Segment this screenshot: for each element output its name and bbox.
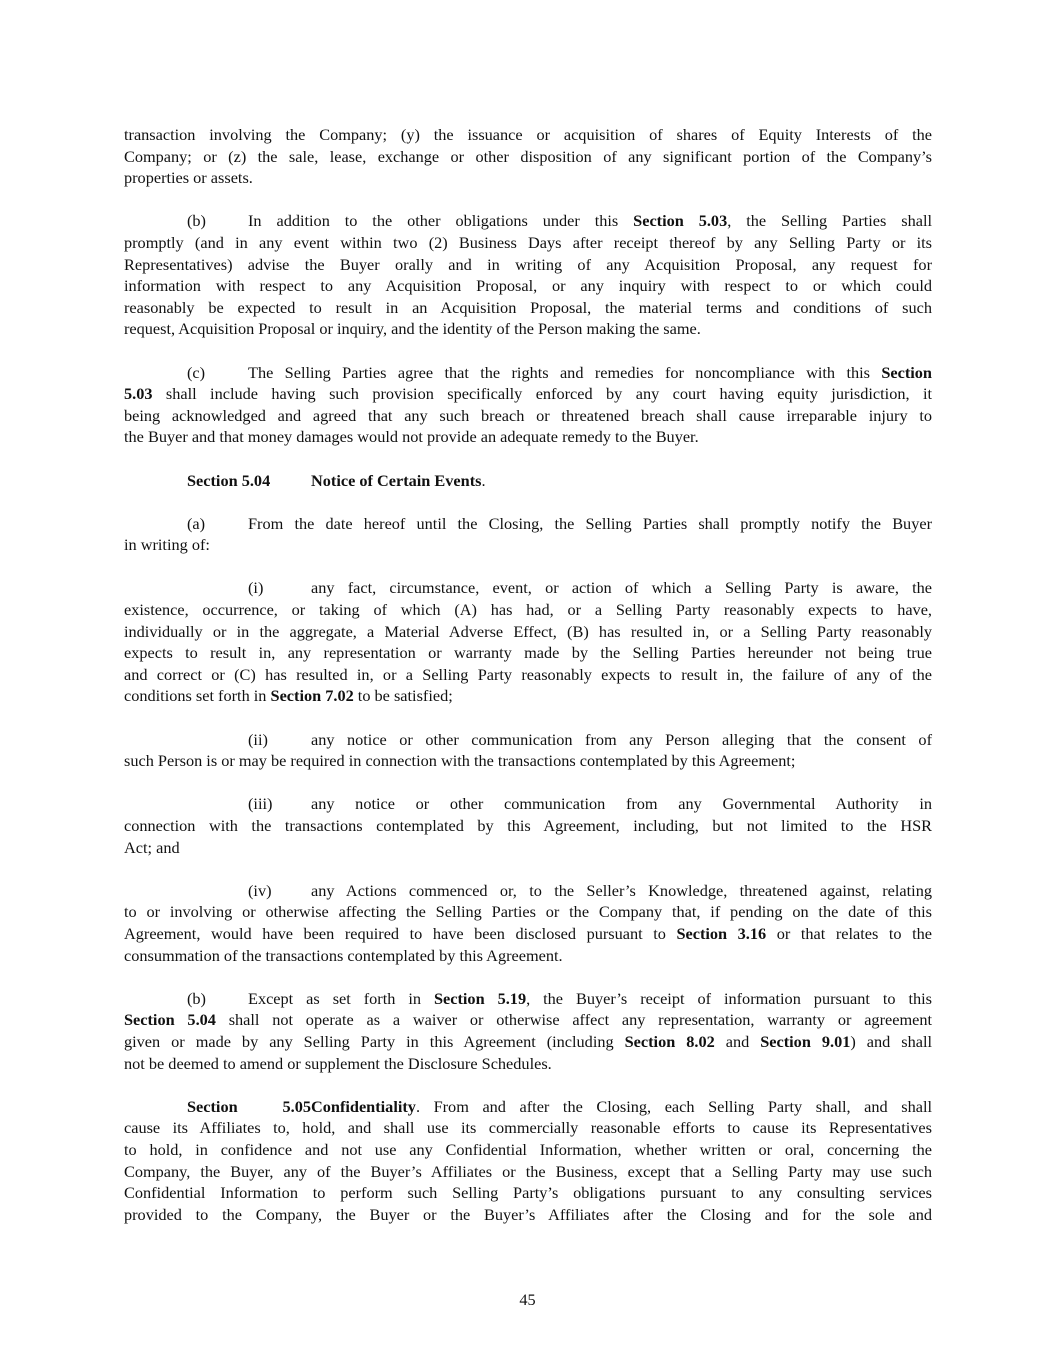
text-run: , the Buyer’s receipt of information pursuant to this — [526, 988, 932, 1008]
bold-reference: Section — [881, 362, 932, 382]
text-line — [124, 146, 932, 168]
text-run: given or made by any Selling Party in this Agreement (including — [124, 1031, 625, 1051]
text-run: provided to the Company, the Buyer or the Buyer’s Affiliates after the Closing and for the sole and — [124, 1204, 932, 1224]
text-line — [124, 685, 932, 707]
text-line — [124, 901, 932, 923]
text-run: , the Selling Parties shall — [727, 211, 933, 231]
clause-paragraph — [124, 124, 932, 189]
clause-label: (c) — [187, 362, 206, 382]
clause-paragraph — [124, 362, 932, 448]
text-line — [124, 275, 932, 297]
text-run: existence, occurrence, or taking of which (A) has had, or a Selling Party reasonably expects to have, — [124, 600, 932, 620]
text-run: and — [714, 1031, 761, 1051]
text-line — [124, 1053, 932, 1075]
text-line — [124, 167, 932, 189]
text-line — [124, 1117, 932, 1139]
text-run: Company; or (z) the sale, lease, exchange or other disposition of any significant portion of the Company’s — [124, 146, 932, 166]
text-run: cause its Affiliates to, hold, and shall use its commercially reasonable efforts to cause its Representatives — [124, 1118, 932, 1138]
text-line — [124, 621, 932, 643]
clause-label: (a) — [187, 513, 206, 533]
text-line — [124, 405, 932, 427]
text-run: promptly (and in any event within two (2) Business Days after receipt thereof by any Selling Party or its — [124, 232, 932, 252]
text-run: to be satisfied; — [353, 686, 453, 706]
text-run: shall not operate as a waiver or otherwise affect any representation, warranty or agreement — [215, 1010, 932, 1030]
text-run: the Buyer and that money damages would not provide an adequate remedy to the Buyer. — [124, 427, 699, 447]
text-run: Except as set forth in — [248, 988, 434, 1008]
text-run: not be deemed to amend or supplement the Disclosure Schedules. — [124, 1053, 552, 1073]
text-run: any notice or other communication from any Governmental Authority in — [311, 794, 932, 814]
text-run: any notice or other communication from any Person alleging that the consent of — [311, 729, 932, 749]
clause-label: (i) — [248, 578, 264, 598]
text-run: Company, the Buyer, any of the Buyer’s Affiliates or the Business, except that a Selling Party may use such — [124, 1161, 932, 1181]
text-line — [124, 793, 932, 815]
bold-reference: Notice of Certain Events — [311, 470, 482, 490]
text-run: Agreement, would have been required to have been disclosed pursuant to — [124, 923, 677, 943]
text-line — [124, 232, 932, 254]
clause-label: (ii) — [248, 729, 268, 749]
text-line — [124, 642, 932, 664]
bold-reference: Confidentiality — [311, 1096, 416, 1116]
text-run: shall include having such provision specifically enforced by any court having equity jurisdiction, it — [152, 384, 932, 404]
text-line — [124, 945, 932, 967]
text-line — [124, 210, 932, 232]
text-line — [124, 1031, 932, 1053]
text-run: . — [481, 470, 486, 490]
text-run: such Person is or may be required in connection with the transactions contemplated by this Agreement; — [124, 751, 796, 771]
text-line — [124, 750, 932, 772]
text-line — [124, 837, 932, 859]
bold-reference: Section 5.03 — [633, 211, 728, 231]
clause-paragraph — [124, 513, 932, 556]
text-run: any fact, circumstance, event, or action of which a Selling Party is aware, the — [311, 578, 932, 598]
text-line — [124, 124, 932, 146]
clause-paragraph — [124, 729, 932, 772]
section-paragraph — [124, 470, 932, 492]
text-line — [124, 729, 932, 751]
text-run: being acknowledged and agreed that any such breach or threatened breach shall cause irreparable injury to — [124, 405, 932, 425]
clause-paragraph — [124, 988, 932, 1074]
text-run: and correct or (C) has resulted in, or a Selling Party reasonably expects to result in, the failure of any of the — [124, 664, 932, 684]
text-run: expects to result in, any representation or warranty made by the Selling Parties hereunder not being true — [124, 643, 932, 663]
clause-paragraph — [124, 793, 932, 858]
text-run: Confidential Information to perform such Selling Party’s obligations pursuant to any consulting services — [124, 1183, 932, 1203]
clause-paragraph — [124, 880, 932, 966]
page-number: 45 — [519, 1290, 536, 1309]
text-line — [124, 1096, 932, 1118]
text-line — [124, 297, 932, 319]
text-line — [124, 599, 932, 621]
text-run: transaction involving the Company; (y) the issuance or acquisition of shares of Equity Interests of the — [124, 125, 932, 144]
text-line — [124, 383, 932, 405]
text-line — [124, 534, 932, 556]
text-run: The Selling Parties agree that the rights and remedies for noncompliance with this — [248, 362, 882, 382]
text-run: any Actions commenced or, to the Seller’s Knowledge, threatened against, relating — [311, 880, 932, 900]
bold-reference: 5.03 — [124, 384, 153, 404]
text-run: reasonably be expected to result in an Acquisition Proposal, the material terms and conditions of such — [124, 297, 932, 317]
bold-reference: Section 8.02 — [624, 1031, 715, 1051]
text-line — [124, 1204, 932, 1226]
text-line — [124, 988, 932, 1010]
text-line — [124, 426, 932, 448]
text-run: . From and after the Closing, each Selling Party shall, and shall — [415, 1096, 932, 1116]
text-run: to or involving or otherwise affecting the Selling Parties or the Company that, if pending on the date of this — [124, 902, 932, 922]
text-run: ) and shall — [850, 1031, 933, 1051]
bold-reference: Section 3.16 — [676, 923, 767, 943]
text-line — [124, 923, 932, 945]
section-paragraph — [124, 1096, 932, 1226]
text-run: or that relates to the — [766, 923, 932, 943]
clause-label: (b) — [187, 211, 206, 231]
bold-reference: Section 7.02 — [270, 686, 354, 706]
section-number: Section 5.04 — [187, 470, 271, 490]
text-run: In addition to the other obligations under this — [248, 211, 634, 231]
text-line — [124, 362, 932, 384]
clause-label: (b) — [187, 988, 206, 1008]
text-run: conditions set forth in — [124, 686, 271, 706]
text-run: consummation of the transactions contemplated by this Agreement. — [124, 945, 563, 965]
text-line — [124, 318, 932, 340]
text-run: individually or in the aggregate, a Material Adverse Effect, (B) has resulted in, or a Selling Party reasonably — [124, 621, 932, 641]
text-line — [124, 513, 932, 535]
bold-reference: Section 5.19 — [433, 988, 527, 1008]
clause-paragraph — [124, 577, 932, 707]
text-run: From the date hereof until the Closing, the Selling Parties shall promptly notify the Buyer — [248, 513, 932, 533]
text-run: Representatives) advise the Buyer orally and in writing of any Acquisition Proposal, any request for — [124, 254, 932, 274]
document-body — [124, 124, 932, 1247]
text-line — [124, 1182, 932, 1204]
text-run: Act; and — [124, 837, 180, 857]
text-run: in writing of: — [124, 535, 210, 555]
clause-paragraph — [124, 210, 932, 340]
text-run: request, Acquisition Proposal or inquiry, and the identity of the Person making the same. — [124, 319, 701, 339]
text-line — [124, 577, 932, 599]
text-run: to hold, in confidence and not use any Confidential Information, whether written or oral, concerning the — [124, 1139, 932, 1159]
text-line — [124, 815, 932, 837]
text-line — [124, 1009, 932, 1031]
text-run: properties or assets. — [124, 168, 253, 188]
bold-reference: Section 9.01 — [760, 1031, 851, 1051]
section-number: Section 5.05 — [187, 1096, 311, 1116]
text-run: information with respect to any Acquisition Proposal, or any inquiry with respect to or which could — [124, 276, 932, 296]
clause-label: (iv) — [248, 880, 272, 900]
text-line — [124, 880, 932, 902]
text-line — [124, 254, 932, 276]
clause-label: (iii) — [248, 794, 273, 814]
text-line — [124, 664, 932, 686]
text-line — [124, 1161, 932, 1183]
text-line — [124, 1139, 932, 1161]
bold-reference: Section 5.04 — [124, 1010, 216, 1030]
text-line — [124, 470, 932, 492]
text-run: connection with the transactions contemplated by this Agreement, including, but not limited to the HSR — [124, 816, 932, 835]
